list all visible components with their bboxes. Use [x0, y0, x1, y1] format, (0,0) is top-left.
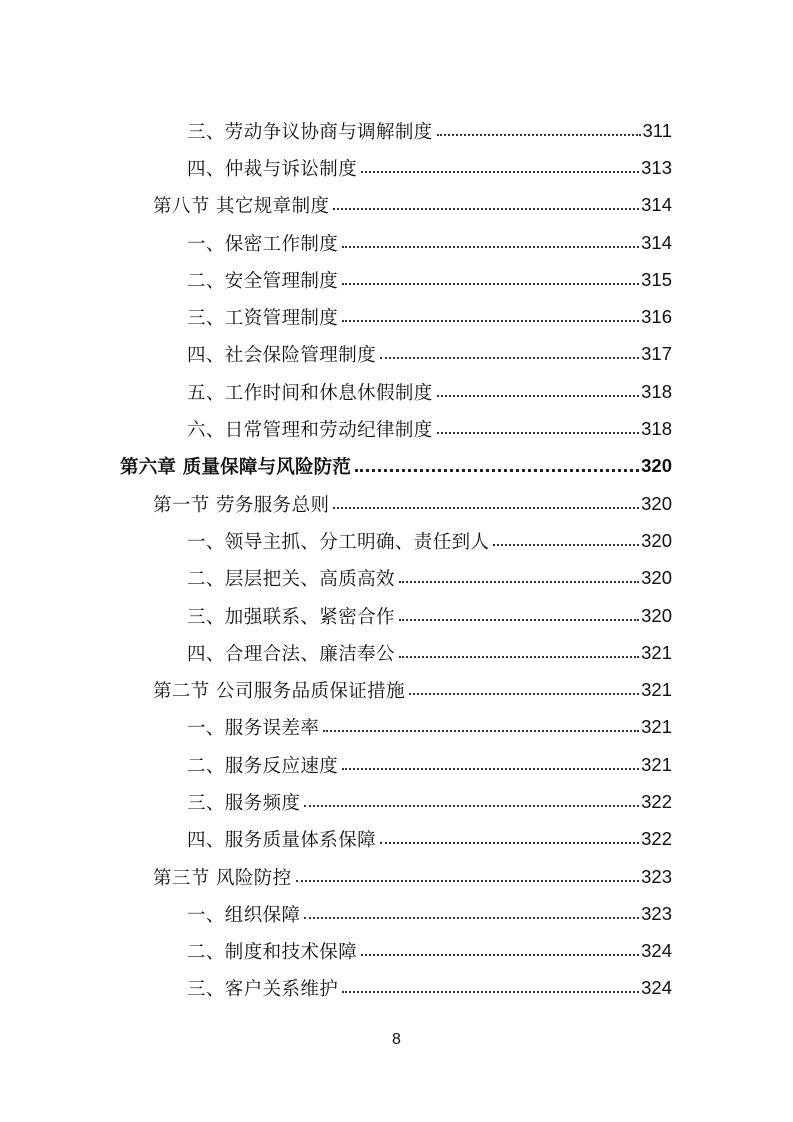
toc-entry[interactable] [0, 149, 793, 186]
toc-entry[interactable] [0, 746, 793, 783]
toc-entry-title: 三、客户关系维护 [187, 979, 339, 1001]
toc-entry-title: 第三节 风险防控 [153, 867, 292, 889]
toc-dot-leader [380, 357, 639, 359]
toc-dot-leader [323, 730, 639, 732]
toc-dot-leader [361, 954, 639, 956]
toc-dot-leader [399, 619, 639, 621]
toc-entry[interactable] [0, 858, 793, 895]
toc-entry-title: 三、加强联系、紧密合作 [187, 606, 395, 628]
toc-entry-page: 322 [641, 790, 672, 812]
toc-entry[interactable] [0, 709, 793, 746]
toc-entry-title: 第一节 劳务服务总则 [153, 494, 330, 516]
toc-entry[interactable] [0, 298, 793, 335]
toc-entry-page: 321 [641, 641, 672, 663]
toc-entry-title: 二、层层把关、高质高效 [187, 569, 395, 591]
toc-entry-page: 321 [641, 716, 672, 738]
toc-dot-leader [333, 507, 639, 509]
toc-dot-leader [355, 469, 639, 472]
toc-entry[interactable] [0, 224, 793, 261]
toc-entry-page: 321 [641, 679, 672, 701]
toc-entry-title: 四、社会保险管理制度 [187, 345, 377, 367]
toc-entry-page: 321 [641, 753, 672, 775]
toc-entry-title: 第二节 公司服务品质保证措施 [153, 681, 405, 703]
toc-dot-leader [342, 991, 639, 993]
toc-entry[interactable] [0, 671, 793, 708]
toc-entry-title: 二、服务反应速度 [187, 755, 339, 777]
toc-entry-page: 314 [641, 231, 672, 253]
toc-entry[interactable] [0, 522, 793, 559]
toc-dot-leader [437, 134, 641, 136]
toc-dot-leader [380, 842, 639, 844]
toc-dot-leader [342, 246, 639, 248]
toc-dot-leader [409, 693, 639, 695]
toc-entry[interactable] [0, 895, 793, 932]
toc-entry-page: 318 [641, 418, 672, 440]
toc-entry-title: 二、安全管理制度 [187, 270, 339, 292]
toc-dot-leader [342, 768, 639, 770]
toc-entry-title: 四、仲裁与诉讼制度 [187, 158, 358, 180]
toc-entry-title: 三、工资管理制度 [187, 308, 339, 330]
toc-entry-page: 311 [642, 119, 672, 141]
toc-entry-page: 318 [641, 380, 672, 402]
toc-entry-title: 一、服务误差率 [187, 718, 320, 740]
toc-entry-title: 四、服务质量体系保障 [187, 830, 377, 852]
toc-entry-page: 323 [641, 902, 672, 924]
toc-dot-leader [437, 395, 639, 397]
toc-dot-leader [399, 581, 639, 583]
page-number: 8 [392, 1031, 401, 1048]
toc-entry[interactable] [0, 336, 793, 373]
toc-entry-page: 316 [641, 306, 672, 328]
toc-entry[interactable] [0, 821, 793, 858]
toc-entry[interactable] [0, 485, 793, 522]
toc-entry-page: 320 [641, 567, 672, 589]
toc-entry-page: 324 [641, 940, 672, 962]
toc-dot-leader [493, 544, 639, 546]
toc-entry-title: 四、合理合法、廉洁奉公 [187, 643, 395, 665]
toc-dot-leader [361, 171, 639, 173]
toc-entry-title: 第八节 其它规章制度 [153, 196, 330, 218]
toc-entry-page: 315 [641, 268, 672, 290]
toc-entry-title: 六、日常管理和劳动纪律制度 [187, 420, 433, 442]
toc-entry-page: 320 [641, 529, 672, 551]
toc-entry[interactable] [0, 373, 793, 410]
toc-entry-page: 320 [641, 492, 672, 514]
toc-entry[interactable] [0, 783, 793, 820]
toc-entry[interactable] [0, 560, 793, 597]
toc-entry-page: 324 [641, 977, 672, 999]
toc-entry-page: 322 [641, 828, 672, 850]
toc-entry-page: 320 [641, 455, 672, 477]
toc-entry[interactable] [0, 970, 793, 1007]
toc-dot-leader [304, 917, 639, 919]
toc-entry[interactable] [0, 187, 793, 224]
toc-entry[interactable] [0, 448, 793, 485]
toc-entry[interactable] [0, 261, 793, 298]
toc-entry-title: 三、劳动争议协商与调解制度 [187, 121, 433, 143]
toc-dot-leader [342, 283, 639, 285]
toc-dot-leader [437, 432, 639, 434]
toc-entry[interactable] [0, 634, 793, 671]
toc-dot-leader [399, 656, 639, 658]
toc-entry[interactable] [0, 410, 793, 447]
toc-entry[interactable] [0, 112, 793, 149]
toc-entry-page: 323 [641, 865, 672, 887]
toc-entry-page: 314 [641, 194, 672, 216]
toc-entry-page: 320 [641, 604, 672, 626]
toc-dot-leader [304, 805, 639, 807]
toc-entry-title: 三、服务频度 [187, 792, 301, 814]
toc-dot-leader [296, 880, 640, 882]
toc-dot-leader [342, 320, 639, 322]
toc-entry[interactable] [0, 597, 793, 634]
toc-entry-page: 317 [641, 343, 672, 365]
toc-entry-page: 313 [641, 156, 672, 178]
toc-entry-title: 二、制度和技术保障 [187, 942, 358, 964]
toc-entry[interactable] [0, 933, 793, 970]
table-of-contents [0, 112, 793, 1007]
toc-entry-title: 一、组织保障 [187, 904, 301, 926]
toc-entry-title: 第六章 质量保障与风险防范 [120, 457, 352, 479]
toc-dot-leader [333, 208, 639, 210]
toc-entry-title: 五、工作时间和休息休假制度 [187, 382, 433, 404]
toc-entry-title: 一、保密工作制度 [187, 233, 339, 255]
toc-entry-title: 一、领导主抓、分工明确、责任到人 [187, 531, 490, 553]
